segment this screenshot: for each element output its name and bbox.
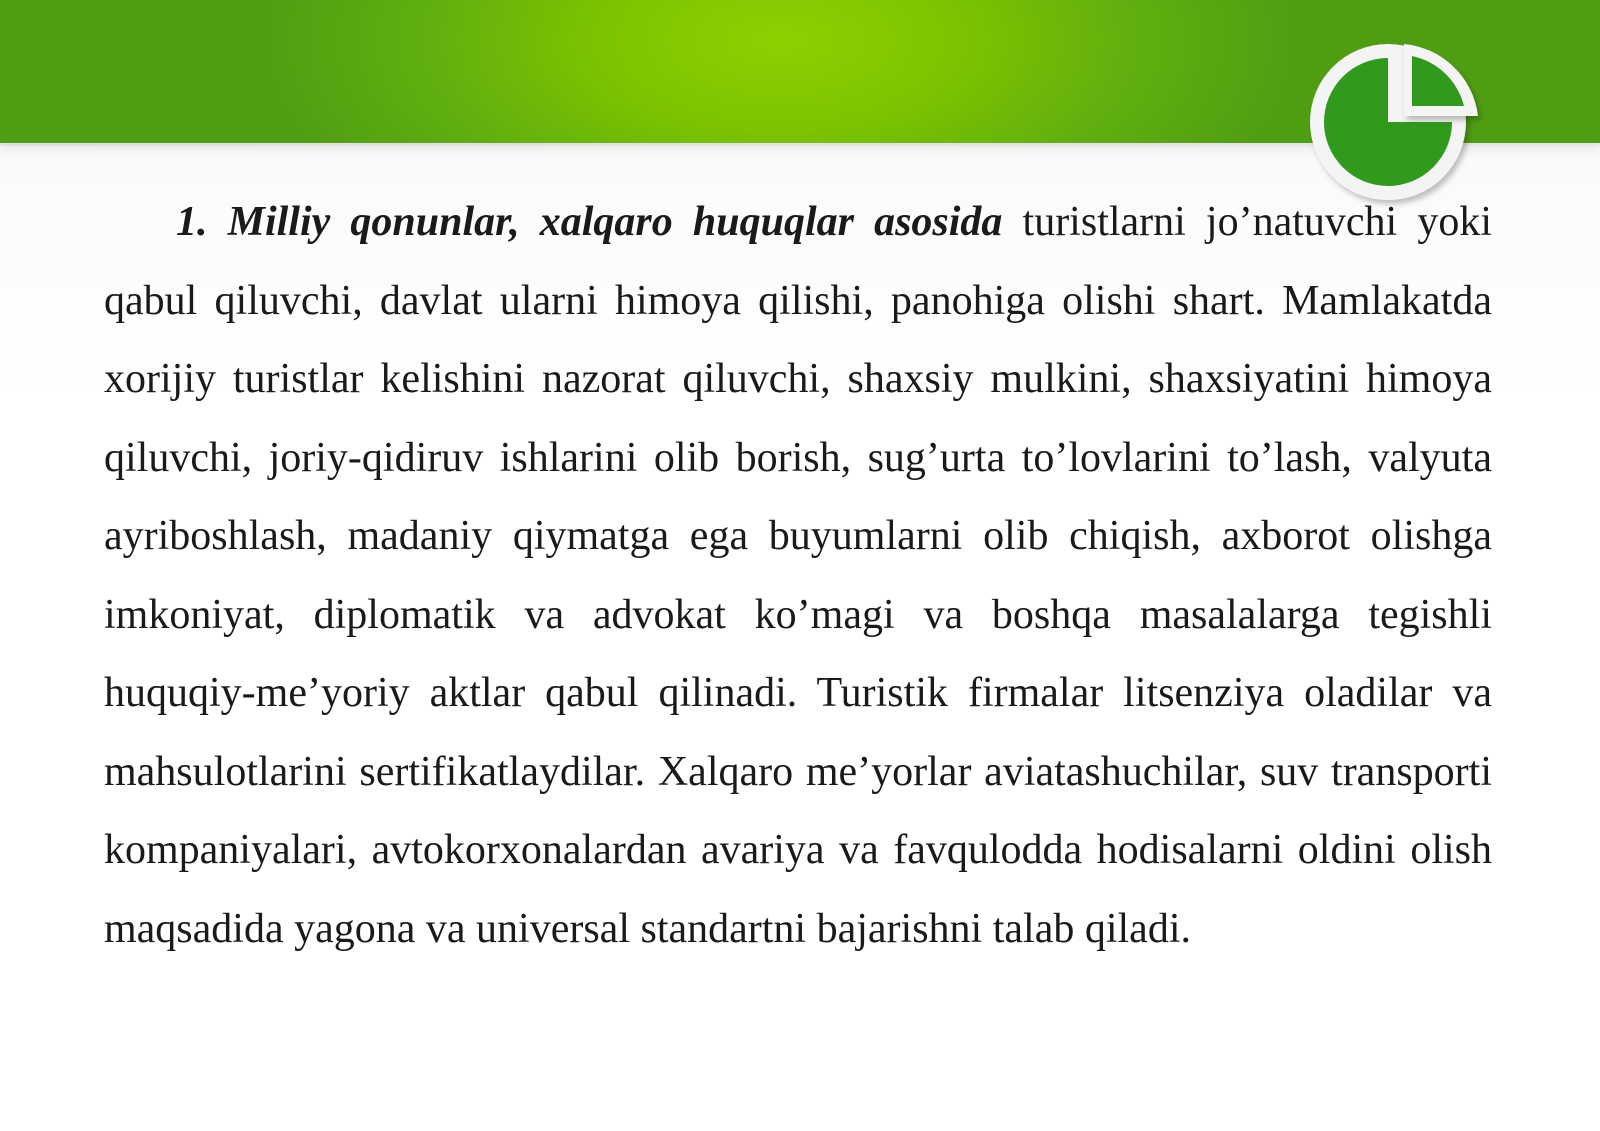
paragraph-lead: 1. Milliy qonunlar, xalqaro huquqlar asosida: [176, 199, 1003, 245]
body-paragraph: [104, 183, 1492, 968]
paragraph-text: turistlarni jo’natuvchi yoki qabul qiluvchi, davlat ularni himoya qilishi, panohiga olishi shart. Mamlakatda xorijiy turistlar kelishini nazorat qiluvchi, shaxsiy mulkini, shaxsiyatini himoya qiluvchi, joriy-qidiruv ishlarini olib borish, sug’urta to’lovlarini to’lash, valyuta ayriboshlash, madaniy qiymatga ega buyumlarni olib chiqish, axborot olishga imkoniyat, diplomatik va advokat ko’magi va boshqa masalalarga tegishli huquqiy-me’yoriy aktlar qabul qilinadi. Turistik firmalar litsenziya oladilar va mahsulotlarini sertifikatlaydilar. Xalqaro me’yorlar aviatashuchilar, suv transporti kompaniyalari, avtokorxonalardan avariya va favqulodda hodisalarni oldini olish maqsadida yagona va universal standartni bajarishni talab qiladi.: [104, 199, 1492, 952]
